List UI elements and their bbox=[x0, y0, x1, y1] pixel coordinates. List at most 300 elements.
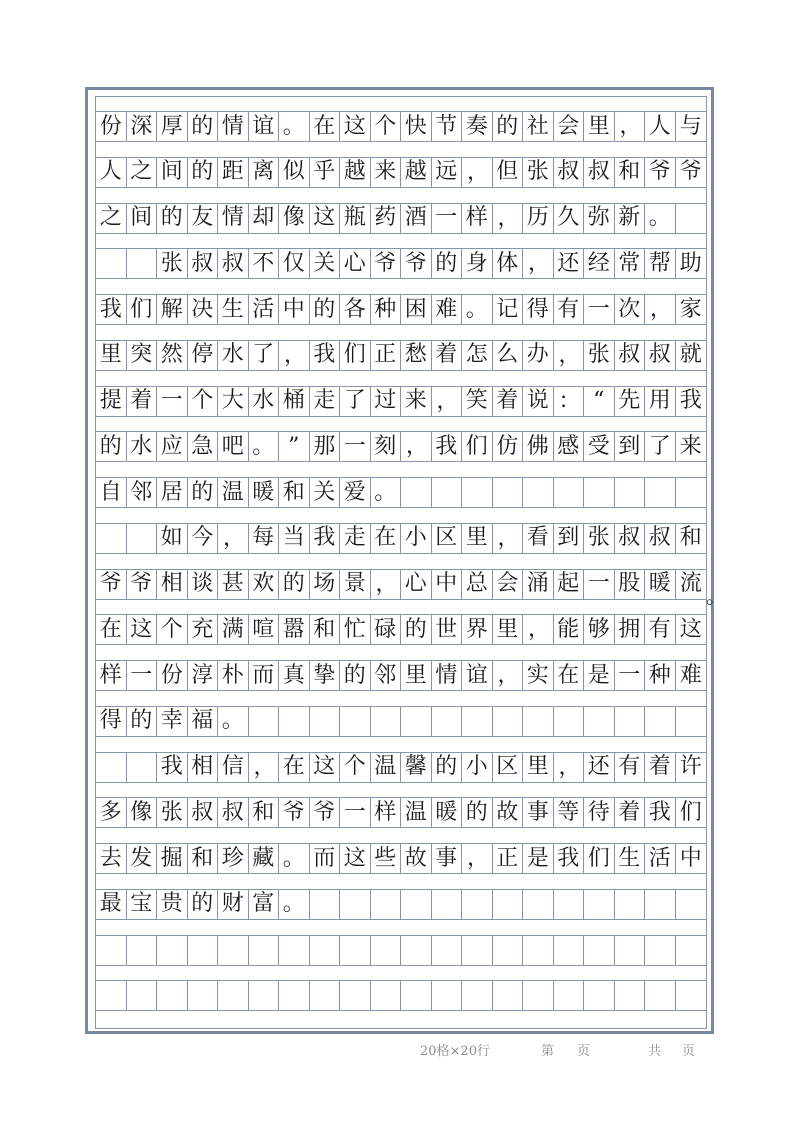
grid-cell: 还 bbox=[584, 753, 615, 782]
grid-cell: 看 bbox=[523, 524, 554, 553]
grid-cell bbox=[127, 524, 158, 553]
grid-cell: 。 bbox=[645, 204, 676, 233]
grid-cell: 活 bbox=[249, 295, 280, 324]
grid-cell bbox=[310, 890, 341, 919]
grid-cell: 股 bbox=[615, 570, 646, 599]
grid-cell bbox=[584, 936, 615, 965]
grid-cell bbox=[127, 936, 158, 965]
grid-row bbox=[96, 157, 706, 188]
grid-cell: 和 bbox=[279, 478, 310, 507]
grid-cell: 居 bbox=[157, 478, 188, 507]
grid-cell: 温 bbox=[401, 798, 432, 827]
grid-cell: 走 bbox=[310, 387, 341, 416]
grid-cell: 和 bbox=[615, 158, 646, 187]
grid-cell: 样 bbox=[371, 798, 402, 827]
grid-cell bbox=[310, 936, 341, 965]
grid-cell: 爱 bbox=[340, 478, 371, 507]
grid-cell: 富 bbox=[249, 890, 280, 919]
grid-cell: 这 bbox=[310, 753, 341, 782]
grid-cell: 们 bbox=[679, 799, 702, 825]
grid-cell: 爷 bbox=[96, 570, 127, 599]
grid-cell bbox=[218, 981, 249, 1010]
grid-cell: 而 bbox=[249, 661, 280, 690]
grid-cell bbox=[432, 478, 463, 507]
grid-cell: 瓶 bbox=[340, 204, 371, 233]
grid-cell bbox=[157, 981, 188, 1010]
grid-cell: ， bbox=[249, 753, 280, 782]
grid-cell: 的 bbox=[493, 112, 524, 141]
grid-cell: 里 bbox=[523, 753, 554, 782]
grid-cell: 生 bbox=[218, 295, 249, 324]
grid-cell bbox=[279, 707, 310, 736]
grid-cell: 历 bbox=[523, 204, 554, 233]
grid-cell bbox=[401, 936, 432, 965]
grid-cell: 的 bbox=[188, 890, 219, 919]
grid-cell bbox=[401, 707, 432, 736]
grid-cell: 样 bbox=[462, 204, 493, 233]
grid-cell: 先 bbox=[615, 387, 646, 416]
grid-cell: 经 bbox=[584, 249, 615, 278]
grid-cell bbox=[645, 707, 676, 736]
grid-cell: 多 bbox=[96, 798, 127, 827]
grid-cell: 爷 bbox=[679, 159, 702, 185]
grid-cell: 界 bbox=[462, 615, 493, 644]
grid-row bbox=[96, 980, 706, 1011]
grid-cell: 场 bbox=[310, 570, 341, 599]
grid-cell bbox=[493, 981, 524, 1010]
grid-cell: 中 bbox=[432, 570, 463, 599]
grid-cell bbox=[676, 981, 707, 1010]
grid-cell: 心 bbox=[340, 249, 371, 278]
grid-cell: 决 bbox=[188, 295, 219, 324]
grid-cell: 情 bbox=[432, 661, 463, 690]
grid-cell: 真 bbox=[279, 661, 310, 690]
grid-cell: 着 bbox=[493, 387, 524, 416]
grid-cell bbox=[340, 707, 371, 736]
grid-cell: 一 bbox=[584, 295, 615, 324]
grid-cell: 张 bbox=[523, 158, 554, 187]
grid-cell: 关 bbox=[310, 249, 341, 278]
grid-cell: 个 bbox=[157, 615, 188, 644]
grid-cell bbox=[127, 249, 158, 278]
grid-cell: 里 bbox=[584, 112, 615, 141]
grid-cell: 愁 bbox=[401, 341, 432, 370]
grid-cell: 身 bbox=[462, 249, 493, 278]
grid-cell bbox=[676, 204, 707, 233]
grid-cell: 今 bbox=[188, 524, 219, 553]
grid-cell: 故 bbox=[493, 798, 524, 827]
grid-cell bbox=[493, 707, 524, 736]
grid-cell: 我 bbox=[554, 844, 585, 873]
grid-row bbox=[96, 569, 706, 600]
grid-cell: 在 bbox=[279, 753, 310, 782]
grid-cell: 忙 bbox=[340, 615, 371, 644]
grid-cell: 各 bbox=[340, 295, 371, 324]
grid-cell: ， bbox=[493, 204, 524, 233]
grid-row bbox=[96, 111, 706, 142]
grid-cell: 新 bbox=[615, 204, 646, 233]
grid-cell bbox=[676, 936, 707, 965]
grid-row bbox=[96, 523, 706, 554]
grid-cell: 幸 bbox=[157, 707, 188, 736]
grid-cell: 世 bbox=[432, 615, 463, 644]
grid-cell: 体 bbox=[493, 249, 524, 278]
grid-cell bbox=[584, 890, 615, 919]
grid-cell: 吧 bbox=[218, 432, 249, 461]
grid-cell: 叔 bbox=[645, 341, 676, 370]
grid-cell bbox=[676, 478, 707, 507]
grid-cell: 间 bbox=[157, 158, 188, 187]
grid-cell: 爷 bbox=[279, 798, 310, 827]
grid-cell: 生 bbox=[615, 844, 646, 873]
grid-cell bbox=[96, 753, 127, 782]
grid-cell: 如 bbox=[157, 524, 188, 553]
grid-spec-label: 20格×20行 bbox=[420, 1044, 490, 1059]
grid-cell bbox=[96, 981, 127, 1010]
grid-cell: 难 bbox=[432, 295, 463, 324]
grid-cell bbox=[279, 936, 310, 965]
grid-cell: 能 bbox=[554, 615, 585, 644]
grid-cell: ， bbox=[523, 249, 554, 278]
total-pages-unit: 页 bbox=[682, 1044, 696, 1059]
grid-cell: 急 bbox=[188, 432, 219, 461]
grid-cell: 突 bbox=[127, 341, 158, 370]
grid-cell: 在 bbox=[310, 112, 341, 141]
grid-cell bbox=[310, 707, 341, 736]
grid-cell bbox=[523, 890, 554, 919]
grid-cell: 的 bbox=[127, 707, 158, 736]
grid-cell bbox=[462, 707, 493, 736]
grid-cell: 水 bbox=[127, 432, 158, 461]
grid-cell: 快 bbox=[401, 112, 432, 141]
grid-cell: 乎 bbox=[310, 158, 341, 187]
grid-cell bbox=[462, 478, 493, 507]
grid-cell bbox=[371, 707, 402, 736]
grid-cell: 提 bbox=[96, 387, 127, 416]
grid-cell: 等 bbox=[554, 798, 585, 827]
grid-cell: 充 bbox=[188, 615, 219, 644]
grid-cell: 药 bbox=[371, 204, 402, 233]
grid-cell bbox=[645, 890, 676, 919]
grid-cell: 喧 bbox=[249, 615, 280, 644]
grid-cell: 财 bbox=[218, 890, 249, 919]
grid-cell: 得 bbox=[96, 707, 127, 736]
grid-cell: 了 bbox=[340, 387, 371, 416]
grid-cell: ， bbox=[493, 524, 524, 553]
grid-cell: 水 bbox=[249, 387, 280, 416]
grid-cell: 了 bbox=[645, 432, 676, 461]
grid-cell: 得 bbox=[523, 295, 554, 324]
grid-cell: ， bbox=[615, 112, 646, 141]
grid-cell bbox=[645, 936, 676, 965]
grid-cell: 着 bbox=[615, 798, 646, 827]
grid-cell: 种 bbox=[371, 295, 402, 324]
grid-cell bbox=[615, 936, 646, 965]
grid-cell bbox=[188, 936, 219, 965]
grid-cell: 爷 bbox=[401, 249, 432, 278]
grid-cell: ” bbox=[279, 432, 310, 461]
grid-cell bbox=[523, 936, 554, 965]
grid-cell: 叔 bbox=[554, 158, 585, 187]
grid-cell: 感 bbox=[554, 432, 585, 461]
grid-cell: 就 bbox=[679, 342, 702, 368]
grid-cell bbox=[218, 936, 249, 965]
grid-cell: 有 bbox=[615, 753, 646, 782]
grid-cell: “ bbox=[584, 387, 615, 416]
grid-cell: 。 bbox=[279, 112, 310, 141]
grid-cell bbox=[401, 981, 432, 1010]
grid-cell: 叔 bbox=[218, 798, 249, 827]
grid-row bbox=[96, 843, 706, 874]
grid-cell: 谊 bbox=[462, 661, 493, 690]
manuscript-grid bbox=[95, 96, 707, 1029]
grid-cell: 福 bbox=[188, 707, 219, 736]
grid-row bbox=[96, 340, 706, 371]
grid-cell: 欢 bbox=[249, 570, 280, 599]
grid-cell: 说 bbox=[523, 387, 554, 416]
grid-cell: 间 bbox=[127, 204, 158, 233]
grid-cell bbox=[554, 936, 585, 965]
grid-cell: 的 bbox=[432, 249, 463, 278]
grid-cell: 解 bbox=[157, 295, 188, 324]
grid-cell: 碌 bbox=[371, 615, 402, 644]
grid-cell bbox=[645, 478, 676, 507]
grid-cell: 像 bbox=[279, 204, 310, 233]
grid-cell: 爷 bbox=[645, 158, 676, 187]
grid-cell: 个 bbox=[340, 753, 371, 782]
grid-cell: 一 bbox=[157, 387, 188, 416]
grid-cell: 和 bbox=[310, 615, 341, 644]
grid-cell: 那 bbox=[310, 432, 341, 461]
grid-cell bbox=[554, 707, 585, 736]
grid-cell bbox=[188, 981, 219, 1010]
grid-cell: 办 bbox=[523, 341, 554, 370]
grid-cell: 记 bbox=[493, 295, 524, 324]
grid-cell bbox=[249, 981, 280, 1010]
grid-cell: 但 bbox=[493, 158, 524, 187]
grid-cell: ， bbox=[462, 844, 493, 873]
grid-cell bbox=[554, 981, 585, 1010]
grid-cell: 种 bbox=[645, 661, 676, 690]
grid-cell: 我 bbox=[96, 295, 127, 324]
grid-cell bbox=[676, 707, 707, 736]
grid-cell: 有 bbox=[554, 295, 585, 324]
grid-cell: 难 bbox=[679, 662, 702, 688]
grid-cell bbox=[96, 524, 127, 553]
grid-cell: 区 bbox=[493, 753, 524, 782]
grid-cell: 暖 bbox=[645, 570, 676, 599]
grid-cell bbox=[249, 936, 280, 965]
grid-row bbox=[96, 477, 706, 508]
grid-row bbox=[96, 248, 706, 279]
grid-cell: ， bbox=[401, 432, 432, 461]
grid-cell bbox=[432, 936, 463, 965]
grid-cell bbox=[340, 936, 371, 965]
grid-cell: ： bbox=[554, 387, 585, 416]
grid-cell: 桶 bbox=[279, 387, 310, 416]
grid-cell: 。 bbox=[371, 478, 402, 507]
grid-cell: 深 bbox=[127, 112, 158, 141]
grid-cell: 总 bbox=[462, 570, 493, 599]
grid-cell: 越 bbox=[401, 158, 432, 187]
grid-cell: ， bbox=[432, 387, 463, 416]
grid-cell: 之 bbox=[127, 158, 158, 187]
grid-cell: 谈 bbox=[188, 570, 219, 599]
grid-cell: 活 bbox=[645, 844, 676, 873]
grid-cell bbox=[554, 890, 585, 919]
grid-cell: 而 bbox=[310, 844, 341, 873]
grid-cell: 关 bbox=[310, 478, 341, 507]
grid-cell: ， bbox=[554, 753, 585, 782]
grid-cell: 样 bbox=[96, 661, 127, 690]
grid-cell: 的 bbox=[340, 661, 371, 690]
grid-cell: 叔 bbox=[615, 524, 646, 553]
grid-cell: 张 bbox=[157, 798, 188, 827]
grid-cell: 些 bbox=[371, 844, 402, 873]
grid-row bbox=[96, 386, 706, 417]
grid-cell: 谊 bbox=[249, 112, 280, 141]
grid-cell: 困 bbox=[401, 295, 432, 324]
grid-cell: 里 bbox=[96, 341, 127, 370]
grid-cell: 常 bbox=[615, 249, 646, 278]
grid-cell: 我 bbox=[157, 753, 188, 782]
grid-cell bbox=[401, 478, 432, 507]
grid-cell: 宝 bbox=[127, 890, 158, 919]
grid-cell bbox=[96, 936, 127, 965]
grid-cell bbox=[432, 981, 463, 1010]
grid-cell: 来 bbox=[371, 158, 402, 187]
grid-cell: 着 bbox=[645, 753, 676, 782]
grid-cell: ， bbox=[279, 341, 310, 370]
grid-cell: 正 bbox=[493, 844, 524, 873]
grid-cell: 还 bbox=[554, 249, 585, 278]
grid-row bbox=[96, 935, 706, 966]
grid-cell: ， bbox=[371, 570, 402, 599]
grid-cell bbox=[310, 981, 341, 1010]
grid-cell: 的 bbox=[188, 112, 219, 141]
page-number-unit: 页 bbox=[577, 1044, 591, 1059]
grid-cell bbox=[249, 707, 280, 736]
grid-cell: 帮 bbox=[645, 249, 676, 278]
grid-cell bbox=[432, 707, 463, 736]
grid-row bbox=[96, 614, 706, 645]
grid-cell: 越 bbox=[340, 158, 371, 187]
grid-cell bbox=[96, 249, 127, 278]
grid-cell: 我 bbox=[645, 798, 676, 827]
grid-cell: 一 bbox=[340, 432, 371, 461]
grid-cell: 的 bbox=[401, 615, 432, 644]
grid-cell bbox=[127, 753, 158, 782]
grid-cell: 每 bbox=[249, 524, 280, 553]
grid-cell: 水 bbox=[218, 341, 249, 370]
grid-cell: 的 bbox=[279, 570, 310, 599]
grid-cell: 我 bbox=[432, 432, 463, 461]
grid-cell: 这 bbox=[310, 204, 341, 233]
grid-cell: 一 bbox=[584, 570, 615, 599]
grid-cell: 爷 bbox=[310, 798, 341, 827]
grid-cell: 们 bbox=[340, 341, 371, 370]
grid-cell: 人 bbox=[96, 158, 127, 187]
grid-cell: 久 bbox=[554, 204, 585, 233]
grid-cell: 满 bbox=[218, 615, 249, 644]
grid-cell: 们 bbox=[584, 844, 615, 873]
grid-cell: 会 bbox=[554, 112, 585, 141]
grid-cell: 心 bbox=[401, 570, 432, 599]
grid-cell: 然 bbox=[157, 341, 188, 370]
grid-row bbox=[96, 203, 706, 234]
grid-cell: 与 bbox=[679, 113, 702, 139]
grid-cell: 我 bbox=[310, 524, 341, 553]
grid-cell bbox=[584, 981, 615, 1010]
grid-cell: ， bbox=[645, 295, 676, 324]
grid-cell: 这 bbox=[340, 112, 371, 141]
grid-cell: 温 bbox=[371, 753, 402, 782]
grid-cell: 笑 bbox=[462, 387, 493, 416]
grid-cell: 一 bbox=[432, 204, 463, 233]
grid-cell: ， bbox=[462, 158, 493, 187]
grid-cell: 酒 bbox=[401, 204, 432, 233]
grid-cell bbox=[523, 478, 554, 507]
grid-cell: 叔 bbox=[188, 249, 219, 278]
grid-cell: 最 bbox=[96, 890, 127, 919]
grid-cell: 刻 bbox=[371, 432, 402, 461]
grid-cell bbox=[615, 707, 646, 736]
grid-cell: 着 bbox=[127, 387, 158, 416]
grid-cell bbox=[371, 936, 402, 965]
grid-cell: 份 bbox=[96, 112, 127, 141]
grid-cell bbox=[615, 478, 646, 507]
grid-cell: 相 bbox=[157, 570, 188, 599]
grid-cell bbox=[157, 936, 188, 965]
grid-row bbox=[96, 797, 706, 828]
grid-cell: 这 bbox=[127, 615, 158, 644]
overflow-period: 。 bbox=[706, 584, 726, 608]
grid-cell: 来 bbox=[679, 433, 702, 459]
grid-cell: 情 bbox=[218, 204, 249, 233]
grid-cell: 暖 bbox=[249, 478, 280, 507]
grid-cell: 够 bbox=[584, 615, 615, 644]
grid-cell: 和 bbox=[249, 798, 280, 827]
grid-cell bbox=[493, 478, 524, 507]
grid-cell: 实 bbox=[523, 661, 554, 690]
grid-cell bbox=[584, 707, 615, 736]
grid-cell: 了 bbox=[249, 341, 280, 370]
grid-cell: 受 bbox=[584, 432, 615, 461]
grid-cell bbox=[462, 981, 493, 1010]
grid-cell: 和 bbox=[679, 525, 702, 551]
grid-cell: ， bbox=[218, 524, 249, 553]
grid-cell: 之 bbox=[96, 204, 127, 233]
grid-cell bbox=[340, 890, 371, 919]
grid-row bbox=[96, 706, 706, 737]
grid-cell bbox=[645, 981, 676, 1010]
grid-cell: 爷 bbox=[371, 249, 402, 278]
grid-cell: 却 bbox=[249, 204, 280, 233]
grid-cell: 嚣 bbox=[279, 615, 310, 644]
grid-cell: 邻 bbox=[371, 661, 402, 690]
grid-cell: 自 bbox=[96, 478, 127, 507]
grid-cell: 在 bbox=[96, 615, 127, 644]
grid-cell: 事 bbox=[432, 844, 463, 873]
grid-cell: 厚 bbox=[157, 112, 188, 141]
grid-cell: 朴 bbox=[218, 661, 249, 690]
grid-cell: 一 bbox=[340, 798, 371, 827]
grid-cell: 叔 bbox=[188, 798, 219, 827]
grid-cell: 我 bbox=[310, 341, 341, 370]
grid-cell: 似 bbox=[279, 158, 310, 187]
grid-cell: 流 bbox=[679, 571, 702, 596]
grid-cell: 淳 bbox=[188, 661, 219, 690]
